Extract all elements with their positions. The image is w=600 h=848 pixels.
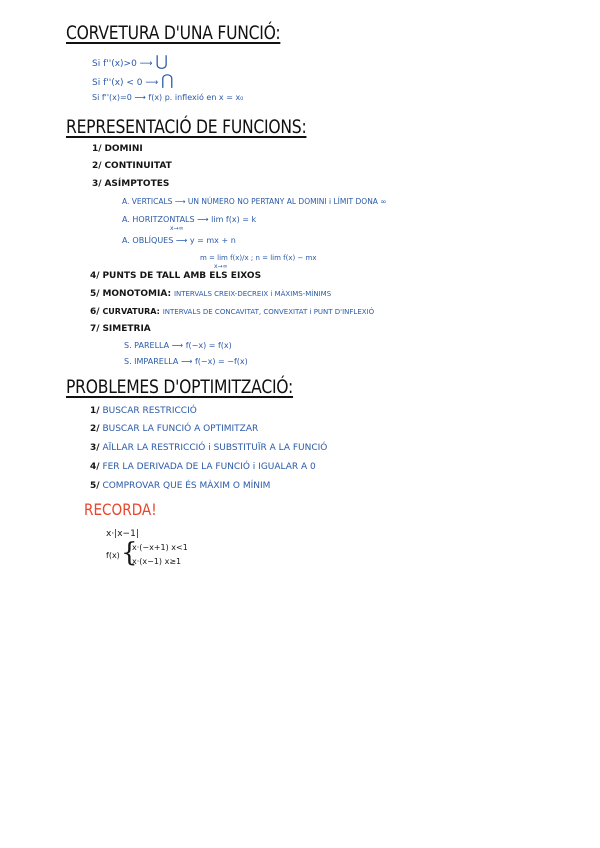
- opt-item-5: [90, 481, 270, 491]
- item-label: SIMETRIA: [102, 324, 151, 334]
- curvatura-line-1-text: Si f''(x)>0 ⟶: [92, 59, 153, 69]
- simetria-imparella: S. IMPARELLA ⟶ f(−x) = −f(x): [124, 357, 248, 366]
- heading-representacio: REPRESENTACIÓ DE FUNCIONS:: [66, 116, 307, 138]
- recorda-fx: f(x): [106, 551, 120, 560]
- cap-symbol: ⋂: [161, 71, 174, 89]
- opt-item-1: [90, 406, 197, 416]
- repr-item-5: [90, 289, 331, 299]
- item-label: MONOTOMIA:: [102, 289, 172, 299]
- heading-curvatura: CORVETURA D'UNA FUNCIÓ:: [66, 22, 281, 44]
- repr-item-4: [90, 271, 261, 281]
- repr-item-6: [90, 307, 374, 317]
- opt-item-4: [90, 462, 316, 472]
- repr-item-1: [92, 144, 143, 154]
- item-label: CURVATURA:: [102, 307, 160, 316]
- item-number: 4/: [90, 271, 100, 281]
- curvatura-line-3: Si f''(x)=0 ⟶ f(x) p. inflexió en x = x₀: [92, 93, 244, 102]
- asimptota-verticals: A. VERTICALS ⟶ UN NÚMERO NO PERTANY AL DOMINI i LÍMIT DONA ∞: [122, 197, 387, 206]
- item-number: 5/: [90, 481, 100, 491]
- curvatura-line-2: [92, 73, 173, 88]
- asimptota-horitzontals: [122, 215, 257, 232]
- curvatura-line-1: [92, 54, 168, 69]
- simetria-parella: S. PARELLA ⟶ f(−x) = f(x): [124, 341, 232, 350]
- item-number: 1/: [90, 406, 100, 416]
- item-label: BUSCAR LA FUNCIÓ A OPTIMITZAR: [102, 424, 259, 434]
- item-number: 7/: [90, 324, 100, 334]
- item-label: BUSCAR RESTRICCIÓ: [102, 406, 197, 416]
- repr-item-2: [92, 161, 172, 171]
- item-label: FER LA DERIVADA DE LA FUNCIÓ i IGUALAR A 0: [102, 462, 316, 472]
- item-number: 1/: [92, 144, 102, 154]
- item-label: CONTINUITAT: [104, 161, 172, 171]
- formula-n: ; n = lim f(x) − mx: [250, 254, 317, 262]
- repr-item-3: [92, 179, 169, 189]
- limit-subscript: x→∞: [170, 225, 184, 232]
- item-label: DOMINI: [104, 144, 143, 154]
- opt-item-2: [90, 424, 258, 434]
- repr-item-7: [90, 324, 151, 334]
- item-number: 4/: [90, 462, 100, 472]
- item-number: 3/: [92, 179, 102, 189]
- item-label: ASÍMPTOTES: [104, 179, 170, 189]
- heading-optimitzacio: PROBLEMES D'OPTIMITZACIÓ:: [66, 376, 294, 398]
- item-detail: INTERVALS CREIX-DECREIX i MÀXIMS-MÍNIMS: [173, 290, 332, 298]
- formula-m: m = lim f(x)/x: [200, 254, 249, 262]
- item-detail: INTERVALS DE CONCAVITAT, CONVEXITAT i PUNT D'INFLEXIÓ: [162, 308, 375, 316]
- item-number: 3/: [90, 443, 100, 453]
- recorda-case-2: x·(x−1) x≥1: [132, 557, 182, 566]
- heading-recorda: RECORDA!: [84, 500, 157, 519]
- piecewise-brace: {: [121, 538, 138, 568]
- cup-symbol: ⋃: [155, 52, 168, 70]
- opt-item-3: [90, 443, 327, 453]
- item-label: COMPROVAR QUE ÉS MÀXIM O MÍNIM: [102, 481, 271, 491]
- limit-subscript: x→∞: [214, 263, 228, 270]
- item-label: AÏLLAR LA RESTRICCIÓ i SUBSTITUÏR A LA FUNCIÓ: [102, 443, 328, 453]
- item-number: 5/: [90, 289, 100, 299]
- asimptota-obliques: A. OBLÍQUES ⟶ y = mx + n: [122, 236, 236, 245]
- recorda-expression: x·|x−1|: [106, 529, 139, 539]
- recorda-case-1: x·(−x+1) x<1: [132, 543, 188, 552]
- curvatura-line-2-text: Si f''(x) < 0 ⟶: [92, 78, 159, 88]
- asimptota-horitzontals-text: A. HORITZONTALS ⟶ lim f(x) = k: [122, 215, 257, 224]
- item-number: 2/: [92, 161, 102, 171]
- item-number: 6/: [90, 307, 100, 317]
- item-label: PUNTS DE TALL AMB ELS EIXOS: [102, 271, 262, 281]
- item-number: 2/: [90, 424, 100, 434]
- asimptota-obliques-formula: [200, 254, 317, 270]
